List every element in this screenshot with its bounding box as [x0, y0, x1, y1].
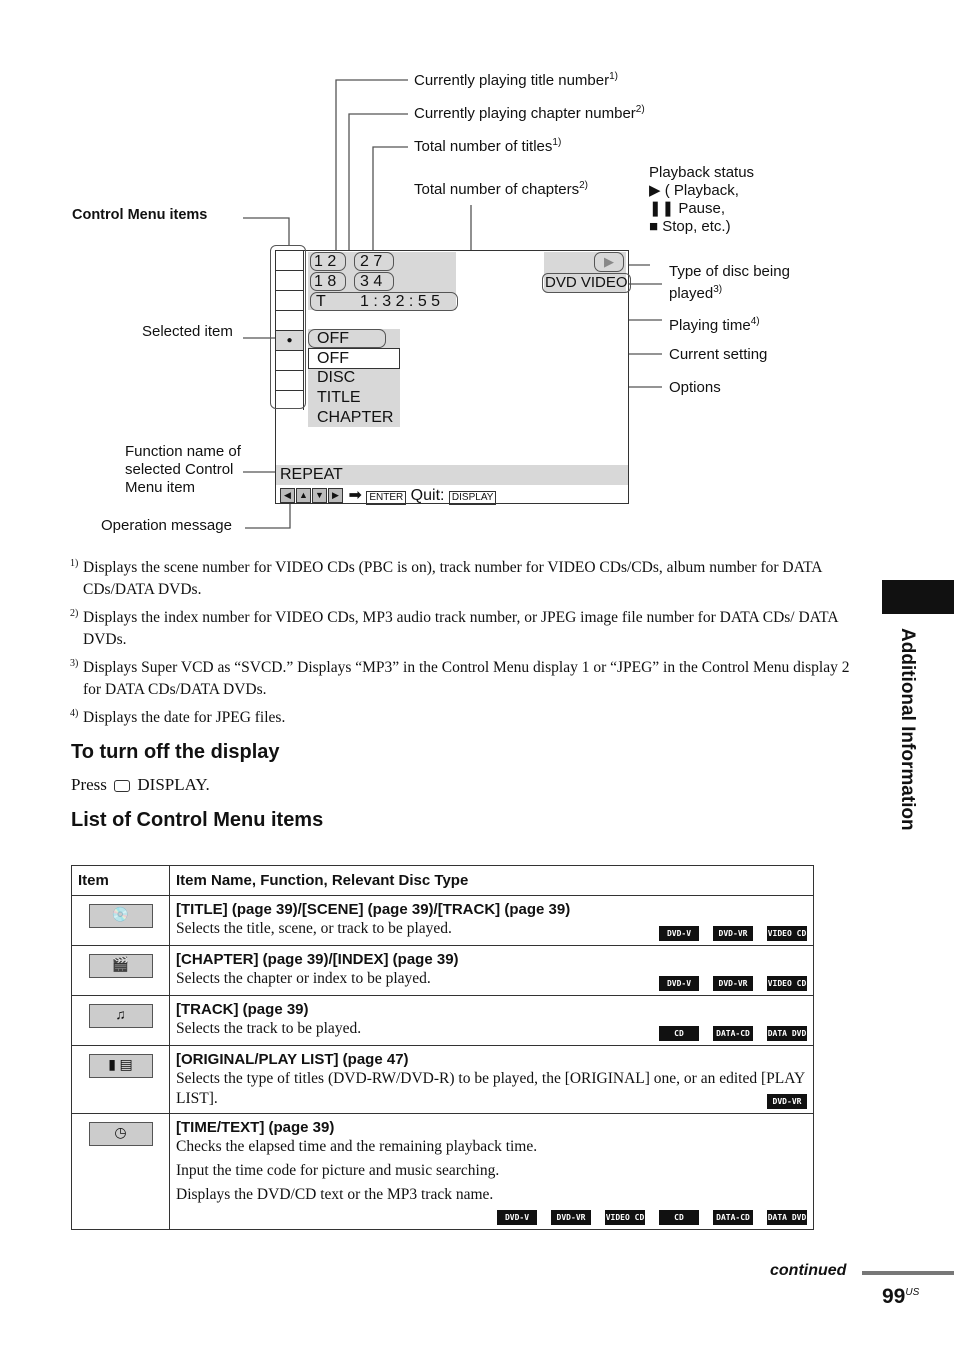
- chapter-number: 1 8: [314, 273, 337, 290]
- play-icon: ▶: [649, 182, 661, 199]
- option-off: OFF: [317, 350, 349, 367]
- footnote-4: 4) Displays the date for JPEG files.: [70, 708, 286, 726]
- heading-list-control-menu: List of Control Menu items: [71, 809, 324, 831]
- play-list-icon: ▮ ▤: [89, 1054, 153, 1078]
- label-selected-item: Selected item: [142, 323, 233, 340]
- title-total: 2 7: [360, 253, 383, 270]
- turn-off-instruction: Press DISPLAY.: [71, 775, 210, 794]
- line-title-number: [336, 80, 408, 268]
- arrow-left-icon: ◀: [280, 488, 295, 503]
- label-current-title: Currently playing title number$^{1)}$: [414, 71, 618, 89]
- label-current-setting: Current setting: [669, 346, 768, 363]
- table-row: ♫ [TRACK] (page 39) Selects the track to be played. CD DATA-CD DATA DVD: [72, 996, 814, 1046]
- quit-label: Quit:: [410, 487, 445, 504]
- clapper-icon: 🎬: [89, 954, 153, 978]
- continued-bar: [862, 1271, 954, 1275]
- col-header-name: Item Name, Function, Relevant Disc Type: [170, 866, 814, 896]
- selected-item-dot: ●: [276, 331, 304, 351]
- arrow-down-icon: ▼: [312, 488, 327, 503]
- display-button-icon: [114, 780, 130, 792]
- label-operation-message: Operation message: [101, 517, 232, 534]
- option-disc: DISC: [317, 369, 356, 386]
- control-menu-table: [71, 865, 814, 1230]
- option-title: TITLE: [317, 389, 361, 406]
- title-number: 1 2: [314, 253, 337, 270]
- label-total-titles: Total number of titles$^{1)}$: [414, 137, 562, 155]
- footnote-2: 2) Displays the index number for VIDEO CDs, MP3 audio track number, or JPEG image file number for DATA CDs/ DATA DVDs.: [70, 608, 838, 648]
- display-key: DISPLAY: [449, 491, 497, 505]
- control-menu-screen: [275, 250, 629, 504]
- label-total-chapters: Total number of chapters$^{2)}$: [414, 180, 588, 198]
- chapter-total: 3 4: [360, 273, 383, 290]
- table-row: ▮ ▤ [ORIGINAL/PLAY LIST] (page 47) Selects the type of titles (DVD-RW/DVD-R) to be played, the [ORIGINAL] one, or an edited [PLAY LIST]. DVD-VR: [72, 1046, 814, 1114]
- playback-status-icon: ▶: [594, 252, 624, 272]
- label-control-menu-items: Control Menu items: [72, 207, 208, 223]
- label-disc-type: Type of disc being played$^{3)}$: [669, 263, 790, 302]
- page-number: $99^{US}$: [882, 1285, 920, 1308]
- stop-icon: ■: [649, 218, 659, 235]
- operation-message: [280, 485, 496, 505]
- control-menu-items-frame: [270, 245, 306, 409]
- label-options: Options: [669, 379, 721, 396]
- pause-icon: ❚❚: [649, 200, 675, 217]
- arrow-up-icon: ▲: [296, 488, 311, 503]
- disc-title-icon: 💿: [89, 904, 153, 928]
- section-tab-marker: [882, 580, 954, 614]
- footnote-3: 3) Displays Super VCD as “SVCD.” Displays “MP3” in the Control Menu display 1 or “JPEG” in the Control Menu display 2 for DATA CDs/DATA DVDs.: [70, 658, 850, 698]
- label-playback-status: Playback status ▶ ( Playback, ❚❚ Pause, ■ Stop, etc.): [649, 164, 755, 235]
- table-row: 💿 [TITLE] (page 39)/[SCENE] (page 39)/[TRACK] (page 39) Selects the title, scene, or track to be played. DVD-V DVD-VR VIDEO CD: [72, 896, 814, 946]
- table-row: 🎬 [CHAPTER] (page 39)/[INDEX] (page 39) Selects the chapter or index to be played. DVD-V DVD-VR VIDEO CD: [72, 946, 814, 996]
- music-note-icon: ♫: [89, 1004, 153, 1028]
- label-current-chapter: Currently playing chapter number$^{2)}$: [414, 104, 645, 122]
- footnote-1: 1) Displays the scene number for VIDEO CDs (PBC is on), track number for VIDEO CDs/CDs, album number for DATA CDs/DATA DVDs.: [70, 558, 822, 598]
- heading-turn-off: To turn off the display: [71, 741, 280, 763]
- continued-label: continued: [770, 1262, 847, 1279]
- disc-type: DVD VIDEO: [542, 273, 631, 293]
- table-row: ◷ [TIME/TEXT] (page 39) Checks the elapsed time and the remaining playback time. Input the time code for picture and music searching. Displays the DVD/CD text or the MP3 track name. DVD-V DVD-VR VIDEO CD CD DATA-CD DATA DVD: [72, 1114, 814, 1230]
- current-setting-value: OFF: [317, 330, 349, 347]
- section-tab-label: Additional Information: [897, 628, 918, 831]
- playing-time: 1 : 3 2 : 5 5: [360, 293, 441, 310]
- enter-key: ENTER: [366, 491, 406, 505]
- label-playing-time: Playing time$^{4)}$: [669, 316, 760, 334]
- label-function-name: Function name of selected Control Menu item: [125, 443, 241, 496]
- option-chapter: CHAPTER: [317, 409, 394, 426]
- clock-disc-icon: ◷: [89, 1122, 153, 1146]
- arrow-icon: ➡: [348, 487, 362, 504]
- col-header-item: Item: [72, 866, 170, 896]
- arrow-right-icon: ▶: [328, 488, 343, 503]
- function-name: REPEAT: [280, 466, 343, 483]
- time-prefix: T: [316, 293, 326, 310]
